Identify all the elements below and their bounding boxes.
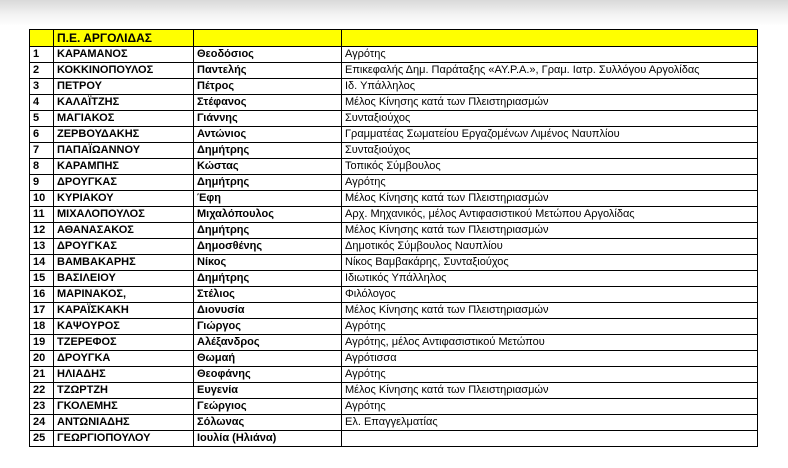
occupation-cell: Αγρότης xyxy=(342,399,758,415)
occupation-cell: Μέλος Κίνησης κατά των Πλειστηριασμών xyxy=(342,95,758,111)
first-name-cell: Γιώργος xyxy=(194,319,342,335)
surname-cell: ΠΑΠΑΪΩΑΝΝΟΥ xyxy=(54,143,194,159)
surname-cell: ΑΝΤΩΝΙΑΔΗΣ xyxy=(54,415,194,431)
occupation-cell: Τοπικός Σύμβουλος xyxy=(342,159,758,175)
occupation-cell: Μέλος Κίνησης κατά των Πλειστηριασμών xyxy=(342,223,758,239)
first-name-cell: Στέλιος xyxy=(194,287,342,303)
surname-cell: ΚΑΡΑΜΠΗΣ xyxy=(54,159,194,175)
row-number-cell: 3 xyxy=(30,79,54,95)
row-number-cell: 4 xyxy=(30,95,54,111)
occupation-cell: Ιδιωτικός Υπάλληλος xyxy=(342,271,758,287)
occupation-cell: Φιλόλογος xyxy=(342,287,758,303)
table-row xyxy=(30,47,758,63)
surname-cell: ΓΚΟΛΕΜΗΣ xyxy=(54,399,194,415)
surname-cell: ΒΑΣΙΛΕΙΟΥ xyxy=(54,271,194,287)
table-row xyxy=(30,303,758,319)
occupation-cell: Ιδ. Υπάλληλος xyxy=(342,79,758,95)
surname-cell: ΔΡΟΥΓΚΑΣ xyxy=(54,175,194,191)
occupation-cell: Επικεφαλής Δημ. Παράταξης «ΑΥ.Ρ.Α.», Γραμ. Ιατρ. Συλλόγου Αργολίδας xyxy=(342,63,758,79)
candidates-table xyxy=(29,29,758,447)
occupation-cell: Αγρότης xyxy=(342,319,758,335)
header-number-cell xyxy=(30,30,54,47)
occupation-cell: Συνταξιούχος xyxy=(342,111,758,127)
table-row xyxy=(30,255,758,271)
row-number-cell: 13 xyxy=(30,239,54,255)
occupation-cell: Αγρότης, μέλος Αντιφασιστικού Μετώπου xyxy=(342,335,758,351)
row-number-cell: 15 xyxy=(30,271,54,287)
occupation-cell: Αγρότης xyxy=(342,175,758,191)
surname-cell: ΜΑΡΙΝΑΚΟΣ, xyxy=(54,287,194,303)
first-name-cell: Θεοδόσιος xyxy=(194,47,342,63)
surname-cell: ΤΖΕΡΕΦΟΣ xyxy=(54,335,194,351)
row-number-cell: 20 xyxy=(30,351,54,367)
row-number-cell: 24 xyxy=(30,415,54,431)
candidates-table-body xyxy=(30,30,758,447)
row-number-cell: 12 xyxy=(30,223,54,239)
header-first-name-cell xyxy=(194,30,342,47)
occupation-cell: Γραμματέας Σωματείου Εργαζομένων Λιμένος Ναυπλίου xyxy=(342,127,758,143)
surname-cell: ΚΑΨΟΥΡΟΣ xyxy=(54,319,194,335)
first-name-cell: Παντελής xyxy=(194,63,342,79)
first-name-cell: Στέφανος xyxy=(194,95,342,111)
first-name-cell: Πέτρος xyxy=(194,79,342,95)
table-row xyxy=(30,223,758,239)
surname-cell: ΚΥΡΙΑΚΟΥ xyxy=(54,191,194,207)
table-row xyxy=(30,143,758,159)
occupation-cell: Αγρότης xyxy=(342,47,758,63)
surname-cell: ΜΙΧΑΛΟΠΟΥΛΟΣ xyxy=(54,207,194,223)
row-number-cell: 21 xyxy=(30,367,54,383)
occupation-cell: Συνταξιούχος xyxy=(342,143,758,159)
first-name-cell: Δημήτρης xyxy=(194,223,342,239)
table-title: Π.Ε. ΑΡΓΟΛΙΔΑΣ xyxy=(54,30,194,47)
row-number-cell: 2 xyxy=(30,63,54,79)
table-row xyxy=(30,63,758,79)
table-row xyxy=(30,239,758,255)
occupation-cell: Αρχ. Μηχανικός, μέλος Αντιφασιστικού Μετώπου Αργολίδας xyxy=(342,207,758,223)
first-name-cell: Κώστας xyxy=(194,159,342,175)
occupation-cell: Αγρότισσα xyxy=(342,351,758,367)
occupation-cell: Μέλος Κίνησης κατά των Πλειστηριασμών xyxy=(342,303,758,319)
surname-cell: ΖΕΡΒΟΥΔΑΚΗΣ xyxy=(54,127,194,143)
table-row xyxy=(30,335,758,351)
table-row xyxy=(30,191,758,207)
occupation-cell: Μέλος Κίνησης κατά των Πλειστηριασμών xyxy=(342,191,758,207)
first-name-cell: Δημήτρης xyxy=(194,271,342,287)
table-row xyxy=(30,367,758,383)
surname-cell: ΚΑΡΑΜΑΝΟΣ xyxy=(54,47,194,63)
table-row xyxy=(30,383,758,399)
table-header-row xyxy=(30,30,758,47)
surname-cell: ΒΑΜΒΑΚΑΡΗΣ xyxy=(54,255,194,271)
surname-cell: ΚΑΛΑΪΤΖΗΣ xyxy=(54,95,194,111)
first-name-cell: Αντώνιος xyxy=(194,127,342,143)
table-row xyxy=(30,79,758,95)
surname-cell: ΚΟΚΚΙΝΟΠΟΥΛΟΣ xyxy=(54,63,194,79)
surname-cell: ΗΛΙΑΔΗΣ xyxy=(54,367,194,383)
row-number-cell: 19 xyxy=(30,335,54,351)
first-name-cell: Νίκος xyxy=(194,255,342,271)
occupation-cell: Μέλος Κίνησης κατά των Πλειστηριασμών xyxy=(342,383,758,399)
table-row xyxy=(30,415,758,431)
row-number-cell: 6 xyxy=(30,127,54,143)
table-row xyxy=(30,319,758,335)
row-number-cell: 8 xyxy=(30,159,54,175)
row-number-cell: 7 xyxy=(30,143,54,159)
occupation-cell: Δημοτικός Σύμβουλος Ναυπλίου xyxy=(342,239,758,255)
first-name-cell: Δημήτρης xyxy=(194,175,342,191)
row-number-cell: 23 xyxy=(30,399,54,415)
header-occupation-cell xyxy=(342,30,758,47)
first-name-cell: Μιχαλόπουλος xyxy=(194,207,342,223)
first-name-cell: Ιουλία (Ηλιάνα) xyxy=(194,431,342,447)
first-name-cell: Θεοφάνης xyxy=(194,367,342,383)
row-number-cell: 10 xyxy=(30,191,54,207)
first-name-cell: Διονυσία xyxy=(194,303,342,319)
row-number-cell: 11 xyxy=(30,207,54,223)
row-number-cell: 16 xyxy=(30,287,54,303)
table-row xyxy=(30,351,758,367)
row-number-cell: 9 xyxy=(30,175,54,191)
surname-cell: ΤΖΩΡΤΖΗ xyxy=(54,383,194,399)
table-row xyxy=(30,111,758,127)
table-row xyxy=(30,287,758,303)
row-number-cell: 1 xyxy=(30,47,54,63)
table-row xyxy=(30,95,758,111)
first-name-cell: Ευγενία xyxy=(194,383,342,399)
surname-cell: ΔΡΟΥΓΚΑ xyxy=(54,351,194,367)
surname-cell: ΓΕΩΡΓΙΟΠΟΥΛΟΥ xyxy=(54,431,194,447)
table-row xyxy=(30,207,758,223)
row-number-cell: 25 xyxy=(30,431,54,447)
row-number-cell: 18 xyxy=(30,319,54,335)
first-name-cell: Δημοσθένης xyxy=(194,239,342,255)
row-number-cell: 14 xyxy=(30,255,54,271)
surname-cell: ΔΡΟΥΓΚΑΣ xyxy=(54,239,194,255)
first-name-cell: Έφη xyxy=(194,191,342,207)
table-row xyxy=(30,127,758,143)
table-row xyxy=(30,159,758,175)
table-row xyxy=(30,175,758,191)
occupation-cell: Νίκος Βαμβακάρης, Συνταξιούχος xyxy=(342,255,758,271)
occupation-cell xyxy=(342,431,758,447)
first-name-cell: Δημήτρης xyxy=(194,143,342,159)
row-number-cell: 22 xyxy=(30,383,54,399)
row-number-cell: 17 xyxy=(30,303,54,319)
surname-cell: ΚΑΡΑΪΣΚΑΚΗ xyxy=(54,303,194,319)
occupation-cell: Ελ. Επαγγελματίας xyxy=(342,415,758,431)
surname-cell: ΠΕΤΡΟΥ xyxy=(54,79,194,95)
first-name-cell: Σόλωνας xyxy=(194,415,342,431)
table-row xyxy=(30,399,758,415)
row-number-cell: 5 xyxy=(30,111,54,127)
table-row xyxy=(30,431,758,447)
table-row xyxy=(30,271,758,287)
first-name-cell: Θωμαή xyxy=(194,351,342,367)
first-name-cell: Γεώργιος xyxy=(194,399,342,415)
first-name-cell: Αλέξανδρος xyxy=(194,335,342,351)
first-name-cell: Γιάννης xyxy=(194,111,342,127)
surname-cell: ΜΑΓΙΑΚΟΣ xyxy=(54,111,194,127)
occupation-cell: Αγρότης xyxy=(342,367,758,383)
surname-cell: ΑΘΑΝΑΣΑΚΟΣ xyxy=(54,223,194,239)
